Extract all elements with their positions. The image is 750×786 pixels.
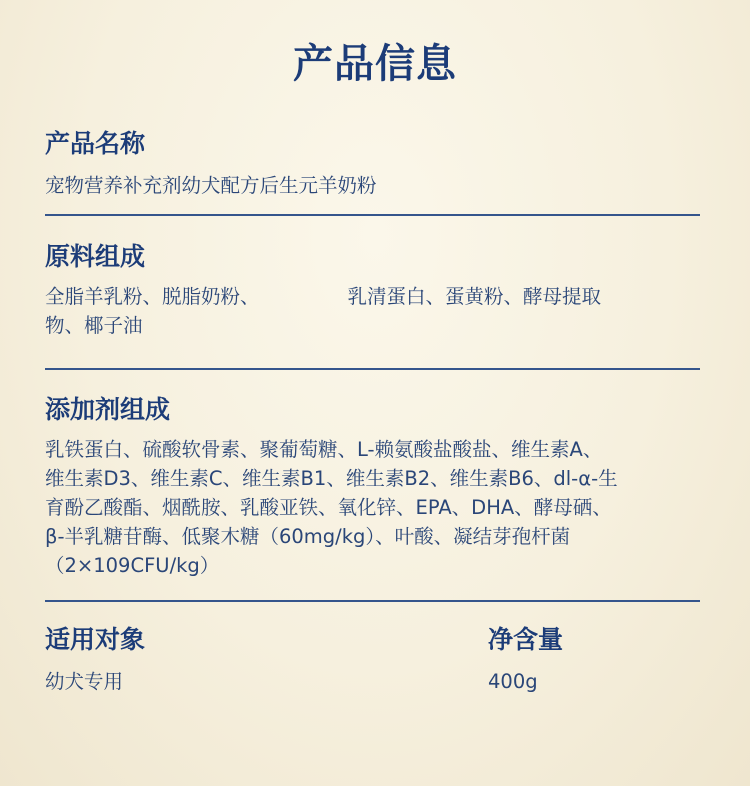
ingredients-line2: 物、椰子油 xyxy=(45,314,143,337)
ingredients-line1-part1: 全脂羊乳粉、脱脂奶粉、 xyxy=(45,285,260,308)
net-content-section xyxy=(488,625,700,696)
additives-text xyxy=(45,435,700,580)
target-value: 幼犬专用 xyxy=(45,670,124,693)
divider xyxy=(45,214,700,216)
additives-line: β-半乳糖苷酶、低聚木糖（60mg/kg）、叶酸、凝结芽孢杆菌 xyxy=(45,525,571,548)
divider xyxy=(45,600,700,602)
additives-heading: 添加剂组成 xyxy=(45,395,171,424)
additives-line: 维生素D3、维生素C、维生素B1、维生素B2、维生素B6、dl-α-生 xyxy=(45,467,618,490)
ingredients-heading: 原料组成 xyxy=(45,242,146,271)
product-name-heading: 产品名称 xyxy=(45,129,146,158)
additives-line: （2×109CFU/kg） xyxy=(45,554,220,577)
product-name-section xyxy=(45,129,700,200)
additives-section xyxy=(45,395,700,580)
divider xyxy=(45,368,700,370)
page-title: 产品信息 xyxy=(293,41,457,87)
additives-line: 育酚乙酸酯、烟酰胺、乳酸亚铁、氧化锌、EPA、DHA、酵母硒、 xyxy=(45,496,612,519)
net-content-value: 400g xyxy=(488,670,538,693)
ingredients-section xyxy=(45,242,700,340)
target-heading: 适用对象 xyxy=(45,625,146,654)
ingredients-text xyxy=(45,282,700,340)
target-section xyxy=(45,625,345,696)
ingredients-line1-part2: 乳清蛋白、蛋黄粉、酵母提取 xyxy=(347,285,602,308)
product-name-value: 宠物营养补充剂幼犬配方后生元羊奶粉 xyxy=(45,174,377,197)
net-content-heading: 净含量 xyxy=(488,625,564,654)
additives-line: 乳铁蛋白、硫酸软骨素、聚葡萄糖、L-赖氨酸盐酸盐、维生素A、 xyxy=(45,438,603,461)
